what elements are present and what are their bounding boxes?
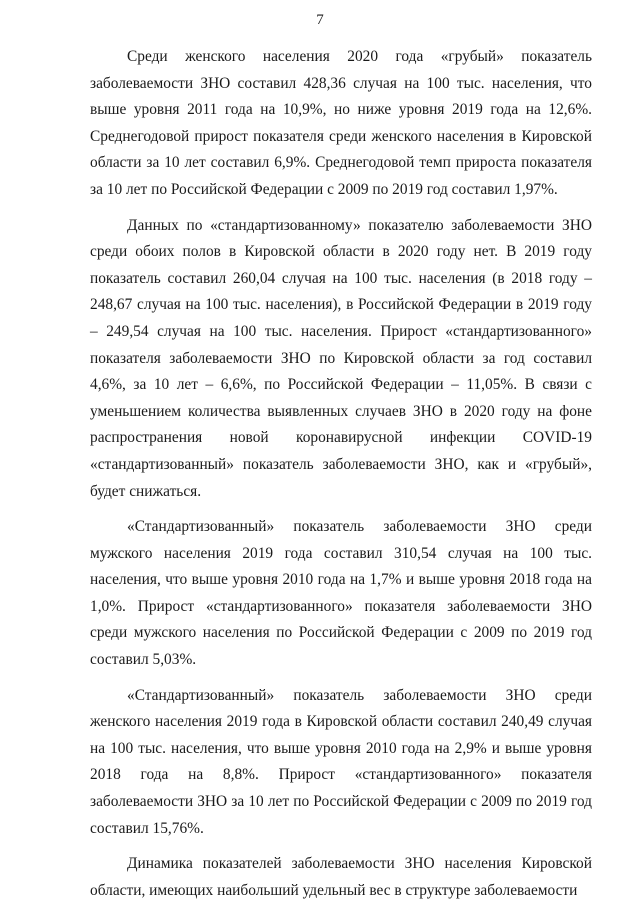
- paragraph-female-crude-rate: Среди женского населения 2020 года «грубый» показатель заболеваемости ЗНО составил 428,36 случая на 100 тыс. населения, что выше уровня 2011 года на 10,9%, но ниже уровня 2019 года на 12,6%. Среднегодовой прирост показателя среди женского населения в Кировской области за 10 лет составил 6,9%. Среднегодовой темп прироста показателя за 10 лет по Российской Федерации с 2009 по 2019 год составил 1,97%.: [90, 48, 592, 198]
- paragraph-dynamics-intro: Динамика показателей заболеваемости ЗНО населения Кировской области, имеющих наибольший удельный вес в структуре заболеваемости: [90, 855, 592, 899]
- paragraph-standardized-rate-male: «Стандартизованный» показатель заболеваемости ЗНО среди мужского населения 2019 года составил 310,54 случая на 100 тыс. населения, что выше уровня 2010 года на 1,7% и выше уровня 2018 года на 1,0%. Прирост «стандартизованного» показателя заболеваемости ЗНО среди мужского населения по Российской Федерации с 2009 по 2019 год составил 5,03%.: [90, 518, 592, 669]
- paragraph-standardized-rate-both-sexes: Данных по «стандартизованному» показателю заболеваемости ЗНО среди обоих полов в Кировской области в 2020 году нет. В 2019 году показатель составил 260,04 случая на 100 тыс. населения (в 2018 году – 248,67 случая на 100 тыс. населения), в Российской Федерации в 2019 году – 249,54 случая на 100 тыс. населения. Прирост «стандартизованного» показателя заболеваемости ЗНО по Кировской области за год составил 4,6%, за 10 лет – 6,6%, по Российской Федерации – 11,05%. В связи с уменьшением количества выявленных случаев ЗНО в 2020 году на фоне распространения новой коронавирусной инфекции COVID-19 «стандартизованный» показатель заболеваемости ЗНО, как и «грубый», будет снижаться.: [90, 216, 592, 500]
- document-body: [90, 44, 592, 913]
- page-number: 7: [316, 12, 324, 28]
- paragraph-standardized-rate-female: «Стандартизованный» показатель заболеваемости ЗНО среди женского населения 2019 года в Кировской области составил 240,49 случая на 100 тыс. населения, что выше уровня 2010 года на 2,9% и выше уровня 2018 года на 8,8%. Прирост «стандартизованного» показателя заболеваемости ЗНО за 10 лет по Российской Федерации с 2009 по 2019 год составил 15,76%.: [90, 686, 592, 837]
